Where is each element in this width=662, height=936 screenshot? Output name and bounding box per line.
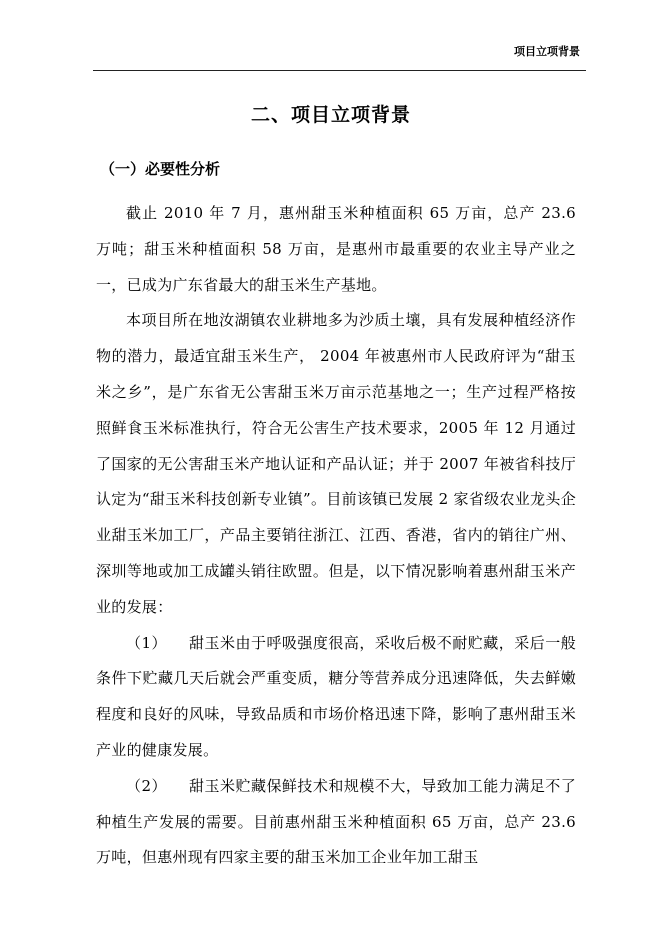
- header-divider: [93, 70, 586, 71]
- paragraph-text: 甜玉米由于呼吸强度很高，采收后极不耐贮藏，采后一般条件下贮藏几天后就会严重变质，糖分等营养成分迅速降低，失去鲜嫩程度和良好的风味，导致品质和市场价格迅速下降，影响了惠州甜玉米产业的健康发展。: [96, 633, 576, 759]
- paragraph-text: 甜玉米贮藏保鲜技术和规模不大，导致加工能力满足不了种植生产发展的需要。目前惠州甜玉米种植面积 65 万亩，总产 23.6 万吨，但惠州现有四家主要的甜玉米加工企业年加工甜玉: [96, 776, 576, 867]
- section-heading: （一）必要性分析: [100, 160, 221, 178]
- chapter-title: 二、项目立项背景: [250, 104, 411, 126]
- list-item-label: （2）: [126, 776, 168, 795]
- list-item: [96, 626, 576, 769]
- paragraph: [96, 303, 576, 625]
- list-item-label: （1）: [126, 633, 168, 652]
- paragraph: [96, 196, 576, 303]
- running-header: 项目立项背景: [514, 45, 580, 58]
- list-item: [96, 769, 576, 876]
- paragraph-text: 本项目所在地汝湖镇农业耕地多为沙质土壤，具有发展种植经济作物的潜力，最适宜甜玉米生产， 2004 年被惠州市人民政府评为“甜玉米之乡”，是广东省无公害甜玉米万亩示范基地之一；生产过程严格按照鲜食玉米标准执行，符合无公害生产技术要求，2005 年 12 月通过了国家的无公害甜玉米产地认证和产品认证；并于 2007 年被省科技厅认定为“甜玉米科技创新专业镇”。目前该镇已发展 2 家省级农业龙头企业甜玉米加工厂，产品主要销往浙江、江西、香港，省内的销往广州、深圳等地或加工成罐头销往欧盟。但是，以下情况影响着惠州甜玉米产业的发展：: [96, 311, 576, 616]
- body-text: [96, 196, 576, 876]
- paragraph-text: 截止 2010 年 7 月，惠州甜玉米种植面积 65 万亩，总产 23.6 万吨；甜玉米种植面积 58 万亩，是惠州市最重要的农业主导产业之一，已成为广东省最大的甜玉米生产基地。: [96, 204, 576, 294]
